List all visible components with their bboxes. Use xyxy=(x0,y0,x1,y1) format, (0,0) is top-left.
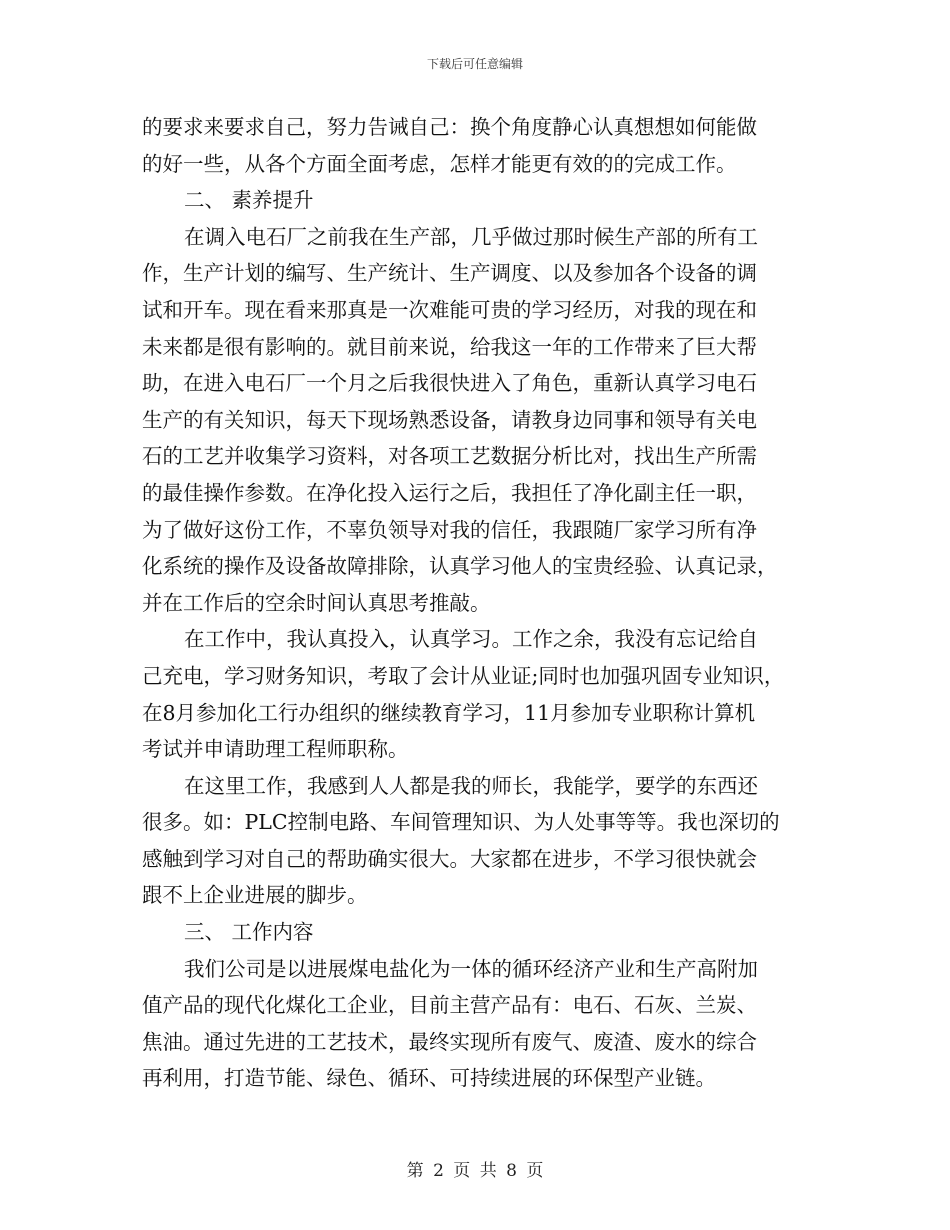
paragraph-start: 我们公司是以进展煤电盐化为一体的循环经济产业和生产高附加 xyxy=(184,956,758,981)
page-footer: 第 2 页 共 8 页 xyxy=(406,1161,544,1181)
text-line: 值产品的现代化煤化工企业，目前主营产品有：电石、石灰、兰炭、 xyxy=(142,993,757,1018)
section-heading: 二、 素养提升 xyxy=(184,188,314,213)
text-line: 作，生产计划的编写、生产统计、生产调度、以及参加各个设备的调 xyxy=(142,261,757,286)
text-line: 化系统的操作及设备故障排除，认真学习他人的宝贵经验、认真记录， xyxy=(142,554,778,579)
text-line: 的最佳操作参数。在净化投入运行之后，我担任了净化副主任一职， xyxy=(142,480,757,505)
body-text xyxy=(142,109,807,1097)
text-line: 石的工艺并收集学习资料，对各项工艺数据分析比对，找出生产所需 xyxy=(142,444,757,469)
text-line: 未来都是很有影响的。就目前来说，给我这一年的工作带来了巨大帮 xyxy=(142,334,757,359)
paragraph-start: 在调入电石厂之前我在生产部，几乎做过那时候生产部的所有工 xyxy=(184,224,758,249)
text-line: 生产的有关知识，每天下现场熟悉设备，请教身边同事和领导有关电 xyxy=(142,407,757,432)
text-line: 的要求来要求自己，努力告诫自己：换个角度静心认真想想如何能做 xyxy=(142,115,757,139)
text-line: 并在工作后的空余时间认真思考推敲。 xyxy=(142,590,491,615)
text-line: 考试并申请助理工程师职称。 xyxy=(142,737,409,762)
text-line: 试和开车。现在看来那真是一次难能可贵的学习经历，对我的现在和 xyxy=(142,297,757,322)
text-line: 焦油。通过先进的工艺技术，最终实现所有废气、废渣、废水的综合 xyxy=(142,1029,757,1054)
paragraph-start: 在工作中，我认真投入，认真学习。工作之余，我没有忘记给自 xyxy=(184,627,758,652)
text-line: 再利用，打造节能、绿色、循环、可持续进展的环保型产业链。 xyxy=(142,1066,716,1091)
page-header: 下载后可任意编辑 xyxy=(426,57,523,71)
text-line: 己充电，学习财务知识，考取了会计从业证;同时也加强巩固专业知识， xyxy=(142,663,785,688)
text-line: 跟不上企业进展的脚步。 xyxy=(142,883,368,908)
text-line: 在8月参加化工行办组织的继续教育学习，11月参加专业职称计算机 xyxy=(142,700,756,725)
text-line: 助，在进入电石厂一个月之后我很快进入了角色，重新认真学习电石 xyxy=(142,371,757,396)
text-line: 的好一些，从各个方面全面考虑，怎样才能更有效的的完成工作。 xyxy=(142,151,737,176)
text-line: 很多。如：PLC控制电路、车间管理知识、为人处事等等。我也深切的 xyxy=(142,810,780,835)
text-line: 为了做好这份工作，不辜负领导对我的信任，我跟随厂家学习所有净 xyxy=(142,517,757,542)
text-line: 感触到学习对自己的帮助确实很大。大家都在进步，不学习很快就会 xyxy=(142,846,757,871)
section-heading: 三、 工作内容 xyxy=(184,920,314,945)
paragraph-start: 在这里工作，我感到人人都是我的师长，我能学，要学的东西还 xyxy=(184,773,758,798)
